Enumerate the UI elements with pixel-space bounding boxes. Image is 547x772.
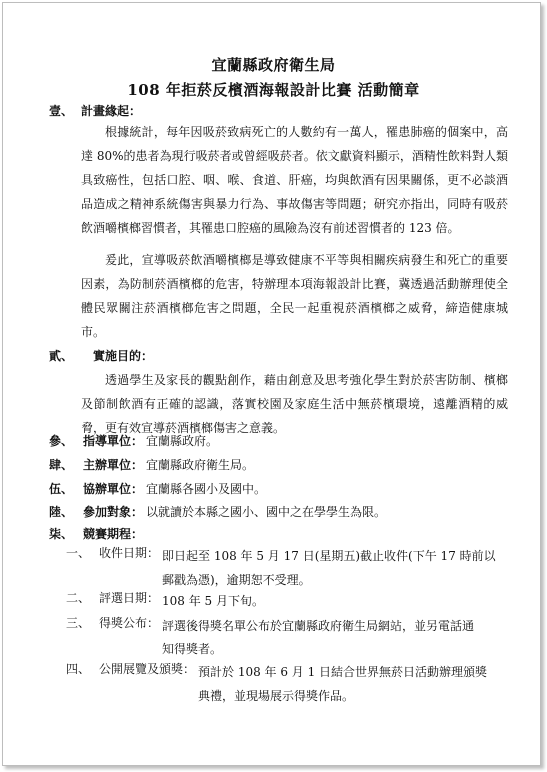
schedule-item-4-number: 四、 bbox=[66, 662, 91, 676]
schedule-item-1-label: 收件日期： bbox=[99, 546, 160, 560]
section-5-label: 協辦單位： bbox=[83, 482, 144, 496]
section-4-value: 宜蘭縣政府衛生局。 bbox=[146, 458, 255, 472]
section-6-label: 參加對象： bbox=[83, 505, 144, 519]
section-5-value: 宜蘭縣各國小及國中。 bbox=[146, 482, 267, 496]
section-1-paragraph-1: 根據統計，每年因吸菸致病死亡的人數約有一萬人，罹患肺癌的個案中，高達 80%的患者為現行吸菸者或曾經吸菸者。依文獻資料顯示，酒精性飲料對人類具致癌性，包括口腔、咽、喉、食道、肝癌，均與飲酒有因果關係，更不必談酒品造成之精神系統傷害與暴力行為、事故傷害等問題；研究亦指出，同時有吸菸飲酒嚼檳榔習慣者，其罹患口腔癌的風險為沒有前述習慣者的 123 倍。 bbox=[81, 125, 508, 235]
schedule-item-3-text-line1: 評選後得獎名單公布於宜蘭縣政府衛生局網站，並另電話通 bbox=[162, 619, 475, 633]
section-3-value: 宜蘭縣政府。 bbox=[146, 434, 219, 448]
section-2-number: 貳、 bbox=[49, 349, 74, 363]
section-4-label: 主辦單位： bbox=[83, 458, 144, 472]
event-title: 108 年拒菸反檳酒海報設計比賽 活動簡章 bbox=[127, 81, 420, 99]
schedule-item-2-text-line1: 108 年 5 月下旬。 bbox=[162, 594, 264, 608]
schedule-item-1-text-line2: 郵戳為憑)，逾期恕不受理。 bbox=[162, 573, 311, 587]
section-2-label: 實施目的： bbox=[93, 349, 154, 363]
section-1-number: 壹、 bbox=[49, 104, 74, 118]
section-4-number: 肆、 bbox=[49, 458, 74, 472]
section-2-paragraph: 透過學生及家長的觀點創作，藉由創意及思考強化學生對於菸害防制、檳榔及節制飲酒有正確的認識，落實校園及家庭生活中無菸檳環境，遠離酒精的威脅，更有效宣導菸酒檳榔傷害之意義。 bbox=[81, 373, 508, 435]
section-6-value: 以就讀於本縣之國小、國中之在學學生為限。 bbox=[146, 505, 387, 519]
schedule-item-3-text-line2: 知得獎者。 bbox=[162, 642, 223, 656]
section-1-paragraph-2: 爰此，宣導吸菸飲酒嚼檳榔是導致健康不平等與相關疾病發生和死亡的重要因素，為防制菸酒檳榔的危害，特辦理本項海報設計比賽，冀透過活動辦理使全體民眾關注菸酒檳榔危害之問題，全民一起重視菸酒檳榔之威脅，締造健康城市。 bbox=[81, 253, 508, 339]
schedule-item-4-text-line1: 預計於 108 年 6 月 1 日結合世界無菸日活動辦理頒獎 bbox=[198, 665, 488, 679]
section-5-number: 伍、 bbox=[49, 482, 74, 496]
schedule-item-1-text-line1: 即日起至 108 年 5 月 17 日(星期五)截止收件(下午 17 時前以 bbox=[162, 549, 496, 563]
section-7-number: 柒、 bbox=[49, 527, 74, 541]
schedule-item-4-text-line2: 典禮，並現場展示得獎作品。 bbox=[198, 689, 355, 703]
section-3-number: 參、 bbox=[49, 434, 74, 448]
schedule-item-2-label: 評選日期： bbox=[99, 591, 160, 605]
schedule-item-2-number: 二、 bbox=[66, 591, 91, 605]
schedule-item-3-number: 三、 bbox=[66, 616, 91, 630]
agency-title: 宜蘭縣政府衛生局 bbox=[211, 56, 336, 74]
schedule-item-4-label: 公開展覽及頒獎： bbox=[99, 662, 196, 676]
section-3-label: 指導單位： bbox=[83, 434, 144, 448]
schedule-item-3-label: 得獎公布： bbox=[99, 616, 160, 630]
section-7-label: 競賽期程： bbox=[83, 527, 144, 541]
section-6-number: 陸、 bbox=[49, 505, 74, 519]
schedule-item-1-number: 一、 bbox=[66, 546, 91, 560]
section-1-label: 計畫緣起： bbox=[81, 104, 142, 118]
